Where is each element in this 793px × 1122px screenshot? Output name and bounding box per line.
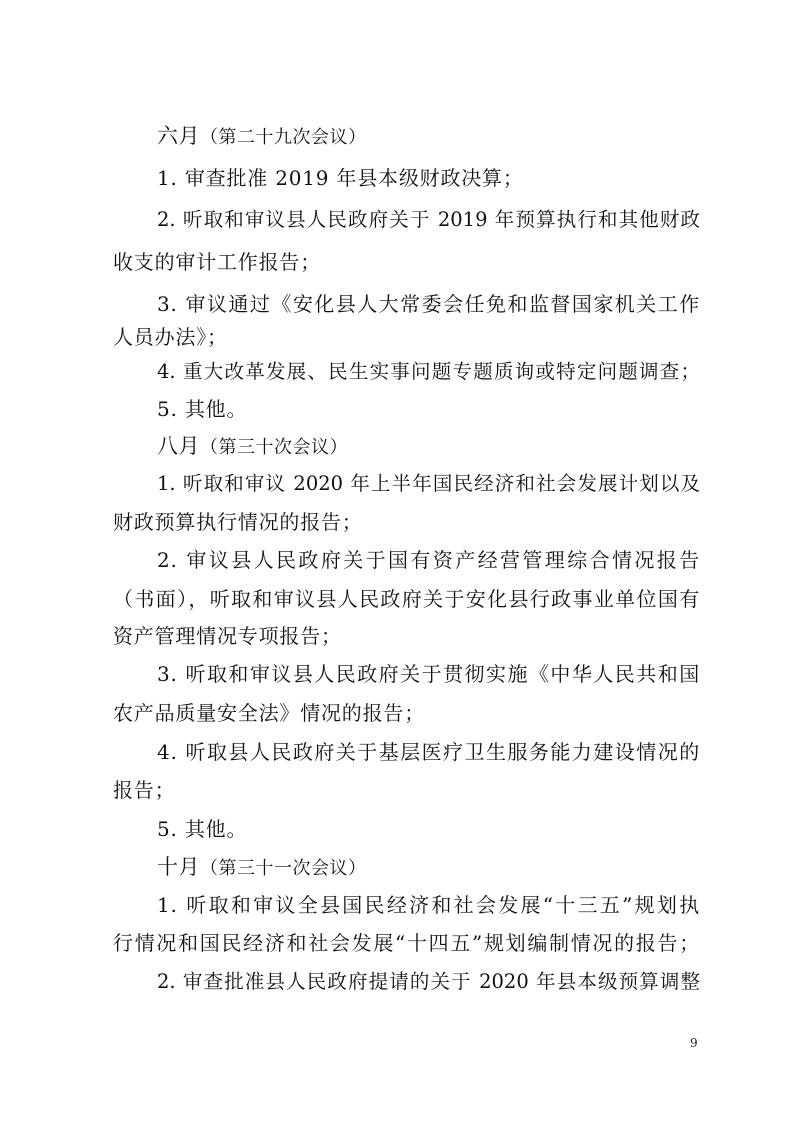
list-item: 1. 审查批准 2019 年县本级财政决算； [157,166,524,190]
section-heading-october [0,853,793,881]
list-item-continuation: 报告； [113,778,176,802]
section-heading-august [0,432,793,460]
list-item: 4. 听取县人民政府关于基层医疗卫生服务能力建设情况的 [157,740,700,764]
month-label: 八月 [157,434,200,458]
list-item: 5. 其他。 [157,817,248,841]
list-item: 4. 重大改革发展、民生实事问题专题质询或特定问题调查； [157,360,700,383]
list-item: 2. 审查批准县人民政府提请的关于 2020 年县本级预算调整 [157,970,700,993]
page-number: 9 [690,1036,698,1050]
list-item-continuation: 财政预算执行情况的报告； [113,510,363,534]
list-item: 2. 审议县人民政府关于国有资产经营管理综合情况报告 [157,548,700,572]
list-item-continuation: 资产管理情况专项报告； [113,624,342,648]
list-item: 3. 审议通过《安化县人大常委会任免和监督国家机关工作 [157,292,700,316]
session-label: （第三十一次会议） [200,858,367,879]
list-item: 2. 听取和审议县人民政府关于 2019 年预算执行和其他财政 [157,208,700,231]
month-label: 十月 [157,855,200,879]
list-item: 3. 听取和审议县人民政府关于贯彻实施《中华人民共和国 [157,662,700,686]
session-label: （第三十次会议） [200,437,348,458]
list-item: 1. 听取和审议 2020 年上半年国民经济和社会发展计划以及 [157,472,700,495]
list-item-continuation: 收支的审计工作报告； [113,250,321,274]
session-label: （第二十九次会议） [200,127,367,148]
list-item-continuation: 农产品质量安全法》情况的报告； [113,701,425,725]
list-item-continuation: 行情况和国民经济和社会发展“十四五”规划编制情况的报告； [113,931,700,955]
section-heading-june [0,122,793,150]
list-item: 1. 听取和审议全县国民经济和社会发展“十三五”规划执 [157,893,700,917]
list-item-continuation: 人员办法》； [113,325,228,349]
list-item: 5. 其他。 [157,397,248,421]
list-item-continuation: （书面），听取和审议县人民政府关于安化县行政事业单位国有 [113,587,700,611]
month-label: 六月 [157,124,200,148]
